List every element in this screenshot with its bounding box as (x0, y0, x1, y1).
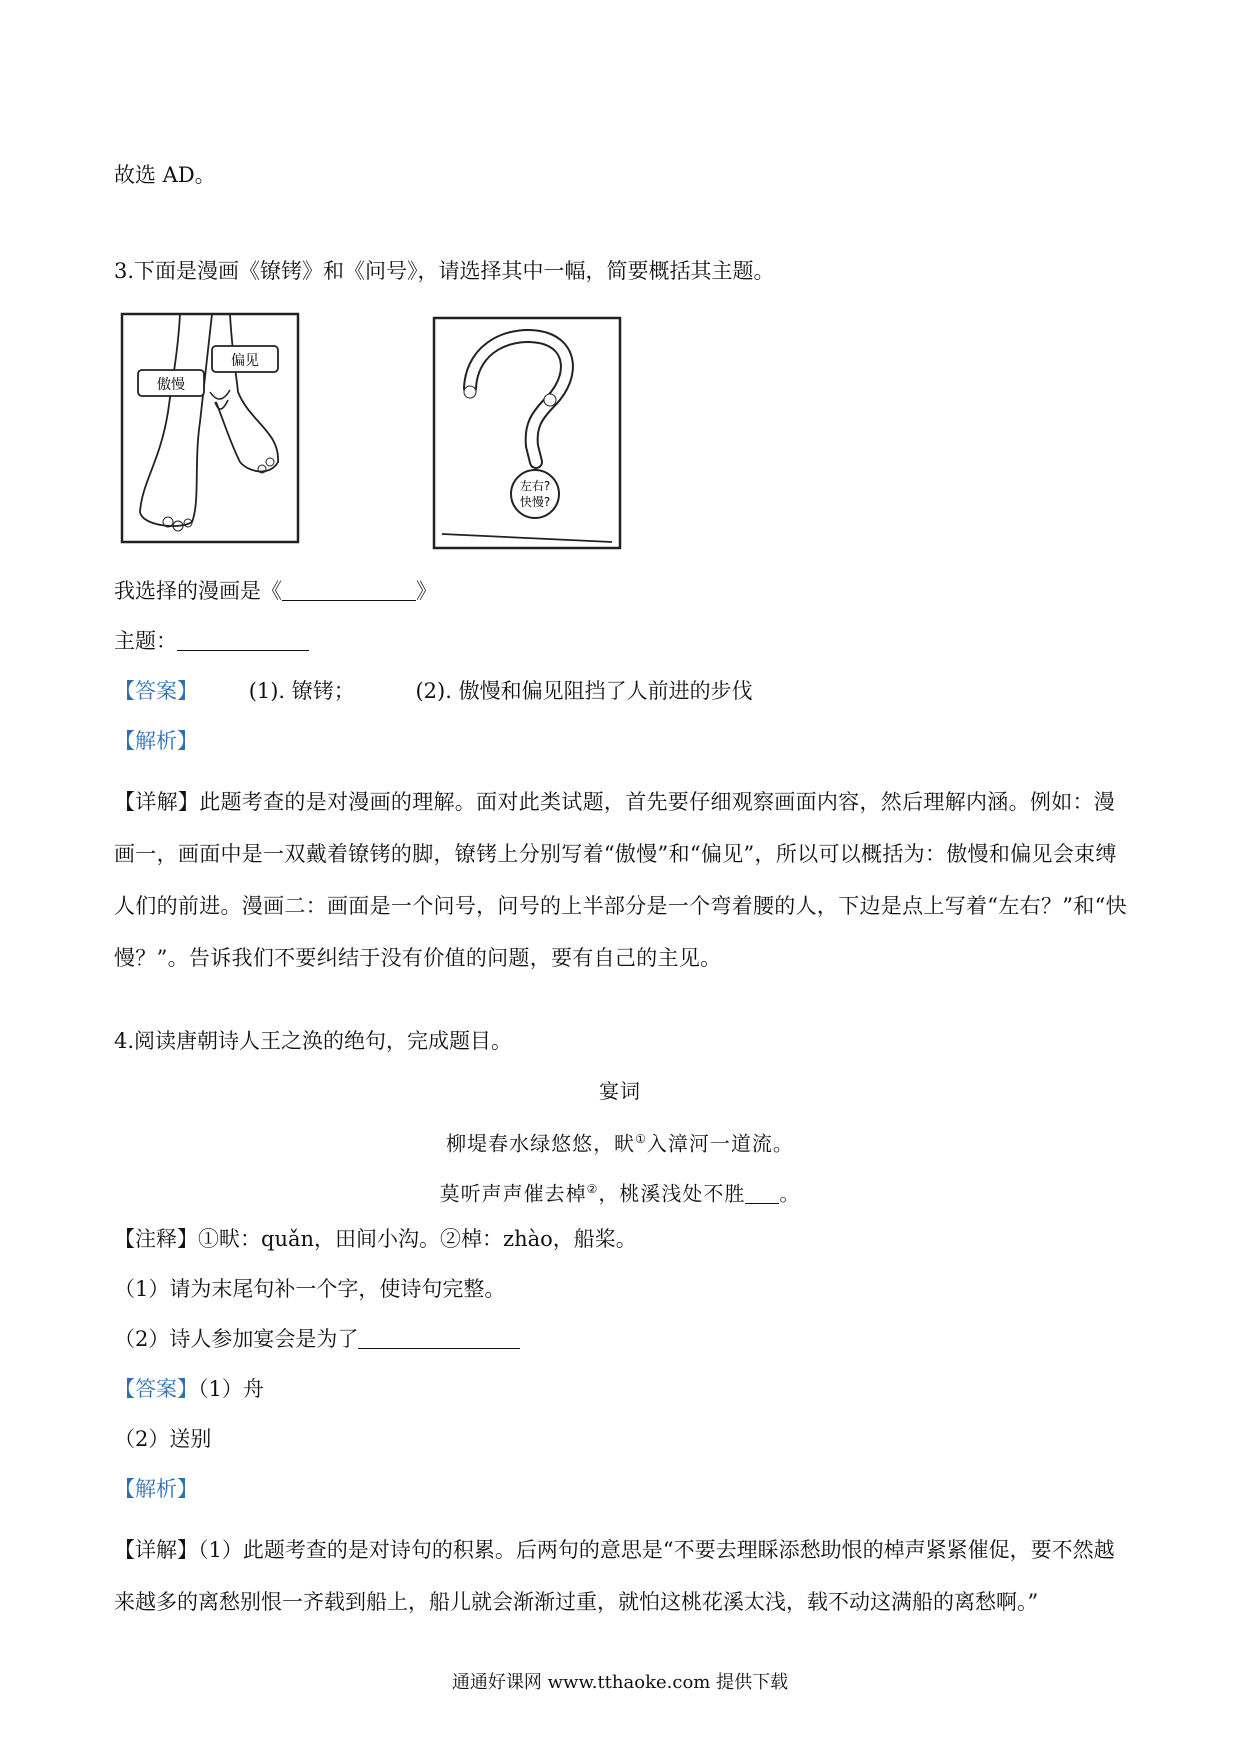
sub-question-1: （1）请为末尾句补一个字，使诗句完整。 (114, 1277, 506, 1301)
comic-shackles (120, 312, 300, 544)
footer: 通通好课网 www.tthaoke.com 提供下载 (451, 1672, 789, 1693)
footnote-mark-1: ① (635, 1132, 647, 1146)
chosen-comic-suffix: 》 (416, 579, 437, 603)
answer-2: (2). 傲慢和偏见阻挡了人前进的步伐 (415, 679, 753, 703)
sub-question-2-blank[interactable] (358, 1326, 520, 1349)
question-3: 3.下面是漫画《镣铐》和《问号》，请选择其中一幅，简要概括其主题。 (114, 259, 775, 283)
q4-detail (114, 1524, 1134, 1628)
poem-blank[interactable] (745, 1181, 779, 1204)
question-4: 4.阅读唐朝诗人王之涣的绝句，完成题目。 (114, 1029, 513, 1053)
footnote-mark-2: ② (586, 1182, 599, 1196)
poem-line-2-end: 。 (779, 1181, 801, 1206)
detail-tag: 【详解】 (114, 1538, 198, 1562)
poem-line-1-b: 入漳河一道流。 (646, 1131, 794, 1156)
poem-line-2-a: 莫听声声催去棹 (439, 1181, 587, 1206)
theme-prefix: 主题： (114, 629, 177, 653)
sub-question-2-line (114, 1324, 520, 1354)
poem-line-1-a: 柳堤春水绿悠悠，畎 (446, 1131, 636, 1156)
previous-answer: 故选 AD。 (114, 163, 216, 187)
sub-question-2: （2）诗人参加宴会是为了 (114, 1327, 359, 1351)
poem-line-2 (0, 1174, 1240, 1209)
q4-answer-2: （2）送别 (114, 1427, 212, 1451)
theme-blank[interactable] (177, 628, 309, 651)
q3-detail: 【详解】此题考查的是对漫画的理解。面对此类试题，首先要仔细观察画面内容，然后理解内涵。例如：漫画一，画面中是一双戴着镣铐的脚，镣铐上分别写着“傲慢”和“偏见”，所以可以概括为：傲慢和偏见会束缚人们的前进。漫画二：画面是一个问号，问号的上半部分是一个弯着腰的人，下边是点上写着“左右？”和“快慢？”。告诉我们不要纠结于没有价值的问题，要有自己的主见。 (114, 790, 1127, 970)
poem-title: 宴词 (599, 1079, 641, 1103)
q3-answer-line (114, 676, 753, 706)
comic-question-mark (432, 316, 622, 550)
shackle-label-right: 偏见 (231, 353, 259, 369)
poem-line-1 (0, 1124, 1240, 1159)
ball-line-2: 快慢? (519, 495, 551, 509)
q4-answer-line (114, 1374, 264, 1404)
theme-line (114, 626, 309, 656)
poem-notes: 【注释】①畎：quǎn，田间小沟。②棹：zhào，船桨。 (114, 1227, 637, 1251)
answer-tag: 【答案】 (114, 1377, 198, 1401)
answer-tag: 【答案】 (114, 679, 198, 703)
chosen-comic-prefix: 我选择的漫画是《 (114, 579, 282, 603)
answer-1: （1）舟 (198, 1377, 264, 1401)
chosen-comic-line (114, 576, 437, 606)
ball-line-1: 左右? (519, 479, 551, 493)
answer-1: (1). 镣铐； (248, 679, 355, 703)
shackle-label-left: 傲慢 (157, 377, 185, 393)
q3-analysis-tag: 【解析】 (114, 729, 198, 753)
poem-line-2-b: ，桃溪浅处不胜 (598, 1181, 746, 1206)
q4-analysis-tag: 【解析】 (114, 1477, 198, 1501)
chosen-comic-blank[interactable] (282, 578, 416, 601)
detail-text: （1）此题考查的是对诗句的积累。后两句的意思是“不要去理睬添愁助恨的棹声紧紧催促，要不然越来越多的离愁别恨一齐载到船上，船儿就会渐渐过重，就怕这桃花溪太浅，载不动这满船的离愁啊。” (114, 1538, 1115, 1614)
